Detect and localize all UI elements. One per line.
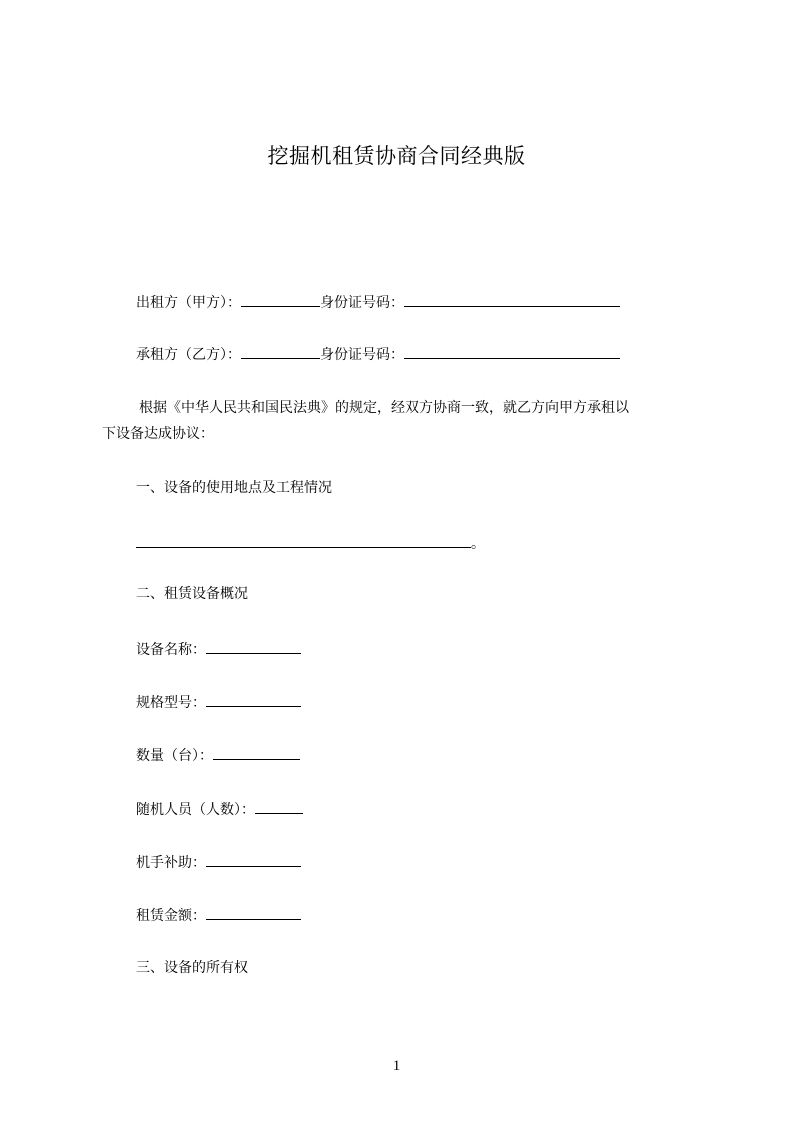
field-operator-allowance [136,851,301,873]
rental-amount-blank[interactable] [206,904,301,920]
field-label: 租赁金额： [136,908,206,924]
field-crew-count [136,798,303,820]
field-equipment-name [136,638,301,660]
field-label: 数量（台）： [136,748,213,764]
section1-heading: 一、设备的使用地点及工程情况 [136,480,332,496]
intro-line-1: 根据《中华人民共和国民法典》的规定，经双方协商一致，就乙方向甲方承租以 [139,400,629,416]
page-number: 1 [392,1058,401,1074]
operator-allowance-blank[interactable] [206,851,301,867]
lessee-label: 承租方（乙方）： [136,347,241,363]
lessor-line [136,291,620,313]
model-blank[interactable] [206,691,301,707]
crew-count-blank[interactable] [255,798,303,814]
field-label: 设备名称： [136,642,206,658]
intro-line-2: 下设备达成协议： [102,426,214,442]
field-model [136,691,301,713]
field-label: 机手补助： [136,855,206,871]
field-quantity [136,744,300,766]
document-title: 挖掘机租赁协商合同经典版 [267,144,526,168]
field-label: 随机人员（人数）： [136,802,255,818]
lessor-id-blank[interactable] [404,291,620,307]
section1-blank-line [136,532,485,554]
project-location-blank[interactable] [136,532,471,548]
field-rental-amount [136,904,301,926]
quantity-blank[interactable] [213,744,300,760]
section2-heading: 二、租赁设备概况 [136,586,248,602]
lessee-line [136,343,620,365]
section3-heading: 三、设备的所有权 [136,960,248,976]
field-label: 规格型号： [136,695,206,711]
lessee-id-label: 身份证号码： [320,347,404,363]
equipment-name-blank[interactable] [206,638,301,654]
lessee-id-blank[interactable] [404,343,620,359]
lessee-name-blank[interactable] [241,343,320,359]
section1-end-mark: 。 [471,536,485,552]
lessor-label: 出租方（甲方）： [136,295,241,311]
lessor-name-blank[interactable] [241,291,320,307]
lessor-id-label: 身份证号码： [320,295,404,311]
